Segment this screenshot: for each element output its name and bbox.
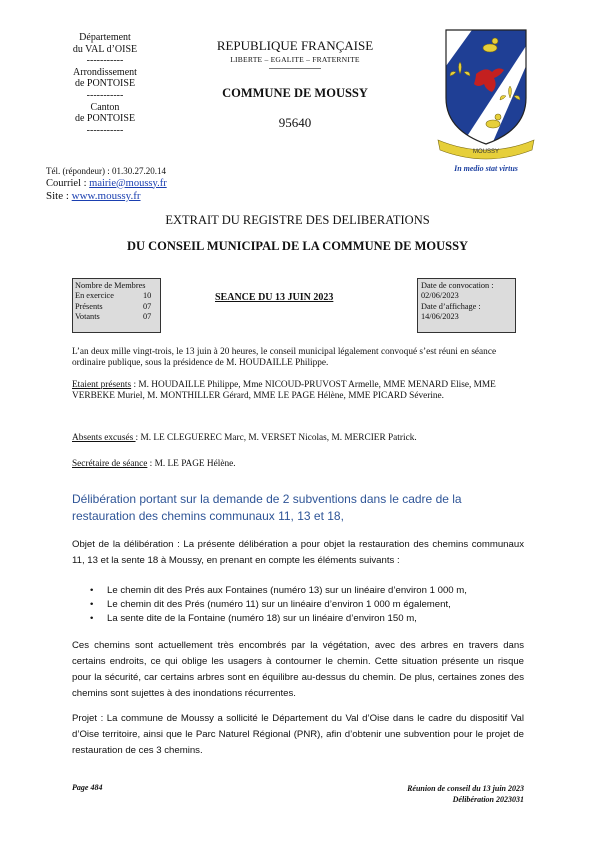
- republic-title: REPUBLIQUE FRANÇAISE: [216, 38, 374, 53]
- site-link[interactable]: www.moussy.fr: [71, 190, 141, 202]
- bullet-icon: •: [90, 585, 94, 596]
- divider: [269, 68, 321, 69]
- absents-list: : M. LE CLEGUEREC Marc, M. VERSET Nicolas, M. MERCIER Patrick.: [135, 433, 417, 443]
- members-row: Présents 07: [75, 301, 152, 311]
- presents-label: Etaient présents: [72, 380, 132, 390]
- dept-line: du VAL d’OISE: [72, 43, 138, 55]
- projet-paragraph: Projet : La commune de Moussy a sollicité le Département du Val d’Oise dans le cadre du dispositif Val d’Oise territoire, ainsi que le Parc Naturel Régional (PNR), afin d’obtenir une subvention pour le projet de restauration de ces 3 chemins.: [72, 713, 524, 756]
- chemins-list: [90, 584, 520, 626]
- secretary-paragraph: [72, 459, 522, 470]
- members-heading: Nombre de Membres: [75, 281, 146, 290]
- email-link[interactable]: mairie@moussy.fr: [89, 177, 167, 189]
- crest-banner-text: MOUSSY: [472, 149, 500, 155]
- commune-name: COMMUNE DE MOUSSY: [222, 86, 368, 100]
- register-title: EXTRAIT DU REGISTRE DES DELIBERATIONS: [165, 213, 430, 227]
- separator: -----------: [86, 124, 124, 136]
- postcode: 95640: [278, 115, 312, 130]
- separator: -----------: [86, 55, 124, 67]
- convocation-label: Date de convocation :: [421, 281, 494, 290]
- dates-box: [417, 278, 516, 333]
- coat-of-arms-icon: [432, 26, 540, 162]
- secretary-name: : M. LE PAGE Hélène.: [147, 459, 236, 469]
- bullet-icon: •: [90, 613, 94, 624]
- presents-list: : M. HOUDAILLE Philippe, Mme NICOUD-PRUVOST Armelle, MME MENARD Elise, MME VERBEKE Muriel, M. MONTHILLER Gérard, MME LE PAGE Hélène, MME PICARD Séverine.: [72, 380, 496, 402]
- convocation-date: 02/06/2023: [421, 291, 459, 301]
- crest-motto: In medio stat virtus: [454, 164, 518, 173]
- presents-paragraph: [72, 380, 522, 403]
- absents-label: Absents excusés: [72, 433, 136, 443]
- republic-motto: LIBERTE – EGALITE – FRATERNITE: [230, 55, 360, 64]
- chemins-paragraph: Ces chemins sont actuellement très encombrés par la végétation, avec des arbres en travers dans certains endroits, ce qui oblige les usagers à contourner le chemin. Cette situation présente un risque pour la sécurité, car certains arbres sont en équilibre au-dessus du chemin. De plus, certaines zones des chemins sont sujettes à des inondations récurrentes.: [72, 640, 524, 699]
- canton-line: de PONTOISE: [74, 113, 136, 125]
- page-number: Page 484: [72, 783, 103, 792]
- administrative-header: [30, 32, 180, 136]
- objet-paragraph: Objet de la délibération : La présente délibération a pour objet la restauration des chemins communaux 11, 13 et la sente 18 à Moussy, en prenant en compte les éléments suivants :: [72, 539, 524, 566]
- intro-paragraph: L’an deux mille vingt-trois, le 13 juin à 20 heures, le conseil municipal légalement convoqué s’est réuni en séance ordinaire publique, sous la présidence de M. HOUDAILLE Philippe.: [72, 347, 497, 369]
- site-label: Site :: [46, 190, 72, 202]
- affichage-label: Date d’affichage :: [421, 301, 481, 311]
- seance-title: SEANCE DU 13 JUIN 2023: [215, 292, 334, 303]
- affichage-date: 14/06/2023: [421, 312, 459, 322]
- phone-text: Tél. (répondeur) : 01.30.27.20.14: [46, 166, 166, 176]
- deliberation-title: Délibération portant sur la demande de 2 subventions dans le cadre de la restauration des chemins communaux 11, 13 et 18,: [72, 492, 462, 523]
- separator: -----------: [86, 89, 124, 101]
- republic-header: [210, 38, 380, 131]
- absents-paragraph: [72, 433, 522, 444]
- secretary-label: Secrétaire de séance: [72, 459, 148, 469]
- members-row: Votants 07: [75, 312, 152, 322]
- footer-deliberation: Délibération 2023031: [452, 795, 524, 804]
- list-item: • La sente dite de la Fontaine (numéro 18) sur un linéaire d’environ 150 m,: [90, 613, 417, 624]
- members-row: En exercice 10: [75, 291, 152, 301]
- list-item: • Le chemin dit des Prés aux Fontaines (numéro 13) sur un linéaire d’environ 1 000 m,: [90, 585, 467, 596]
- bullet-icon: •: [90, 599, 94, 610]
- council-title: DU CONSEIL MUNICIPAL DE LA COMMUNE DE MOUSSY: [126, 239, 469, 253]
- contact-info: [46, 165, 167, 203]
- arrond-line: Arrondissement: [73, 66, 137, 78]
- canton-line: Canton: [90, 101, 120, 113]
- members-box: [72, 278, 161, 333]
- footer-meta: [300, 783, 524, 805]
- dept-line: Département: [79, 32, 131, 43]
- footer-meeting: Réunion de conseil du 13 juin 2023: [407, 784, 524, 793]
- list-item: • Le chemin dit des Prés (numéro 11) sur un linéaire d’environ 1 000 m également,: [90, 599, 451, 610]
- email-label: Courriel :: [46, 177, 90, 189]
- arrond-line: de PONTOISE: [74, 78, 136, 90]
